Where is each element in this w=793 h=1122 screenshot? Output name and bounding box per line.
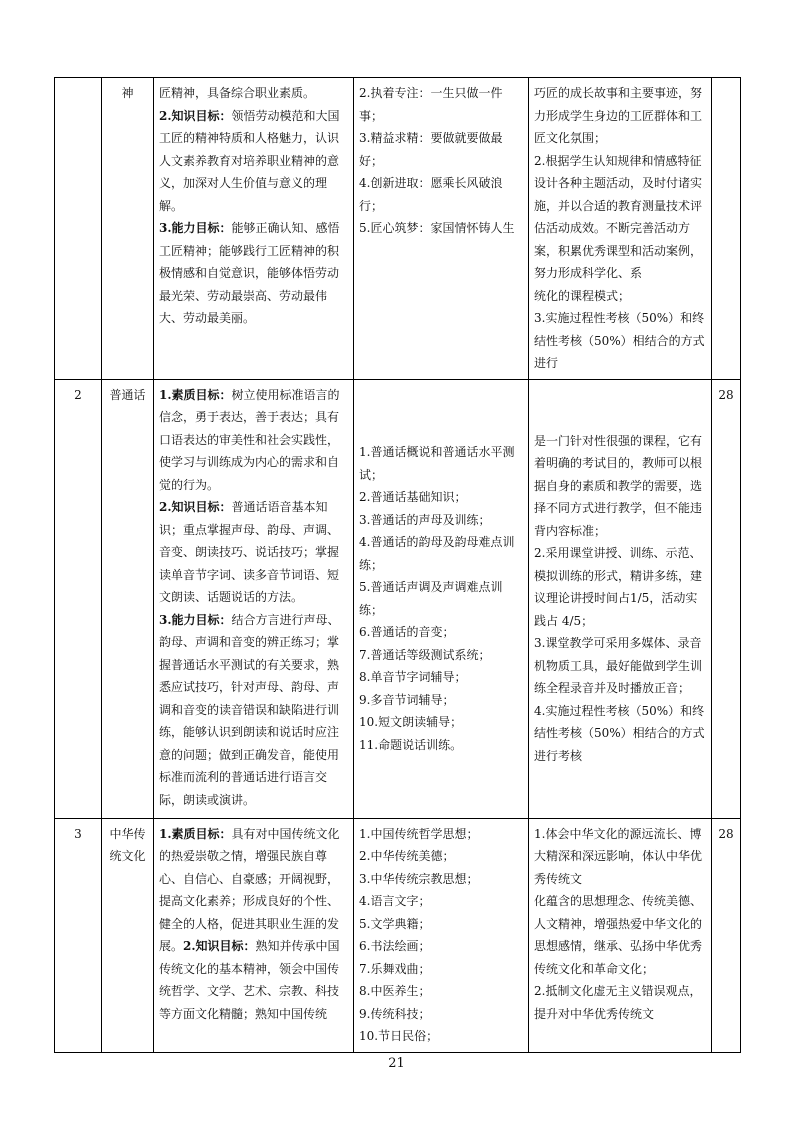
content-item: 4.创新进取：愿乘长风破浪行； (359, 176, 503, 213)
content-item: 4.普通话的韵母及韵母难点训 (359, 535, 515, 549)
content-item: 6.书法绘画； (359, 939, 431, 953)
course-content (354, 818, 529, 1052)
content-item: 1.中国传统哲学思想； (359, 826, 479, 841)
goal-item: 1.素质目标：具有对中国传统文化的热爱崇敬之情，增强民族自尊心、自信心、自豪感；开阔视野，提高文化素养；形成良好的个性、健全的人格，促进其职业生涯的发展。2.知识目标：熟知并传承中国传统文化的基本精神，领会中国传统哲学、文学、艺术、宗教、科技等方面文化精髓；熟知中国传统 (159, 826, 340, 1021)
content-item: 9.传统科技； (359, 1006, 431, 1021)
teaching-method (529, 379, 712, 818)
content-item: 试； (359, 467, 384, 482)
method-item: 3.实施过程性考核（50%）和终结性考核（50%）相结合的方式进行 (534, 311, 705, 370)
content-item: 5.普通话声调及声调难点训练； (359, 580, 503, 617)
method-item: 统化的课程模式； (534, 288, 631, 303)
content-item: 7.普通话等级测试系统； (359, 647, 491, 662)
content-item: 10.短文朗读辅导； (359, 715, 463, 729)
content-item: 5.匠心筑梦：家国情怀铸人生 (359, 221, 515, 235)
method-item: 2.采用课堂讲授、训练、示范、模拟训练的形式，精讲多练，建议理论讲授时间占1/5，活动实践占 4/5； (534, 546, 703, 628)
course-hours: 28 (712, 379, 741, 818)
teaching-method (529, 78, 712, 380)
method-item: 3.课堂教学可采用多媒体、录音机物质工具，最好能做到学生训练全程录音并及时播放正音； (534, 636, 703, 696)
content-item: 8.单音节字词辅导； (359, 670, 467, 684)
goal-item: 3.能力目标：结合方言进行声母、韵母、声调和音变的辨正练习；掌握普通话水平测试的有关要求，熟悉应试技巧，针对声母、韵母、声调和音变的读音错误和缺陷进行训练，能够认识到朗读和说话时应注意的问题；做到正确发音，能使用标准而流利的普通话进行语言交际，朗读或演讲。 (159, 612, 340, 807)
content-item: 2.执着专注：一生只做一件事； (359, 86, 503, 123)
goal-item: 3.能力目标：能够正确认知、感悟工匠精神；能够践行工匠精神的积极情感和自觉意识，能够体悟劳动最光荣、劳动最崇高、劳动最伟大、劳动最美丽。 (159, 221, 340, 325)
row-number (55, 78, 102, 380)
course-name: 神 (102, 78, 154, 380)
method-item: 4.实施过程性考核（50%）和终结性考核（50%）相结合的方式进行考核 (534, 703, 705, 763)
content-item: 6.普通话的音变； (359, 625, 455, 639)
content-item: 2.普通话基础知识； (359, 490, 467, 504)
goal-item: 匠精神，具备综合职业素质。 (159, 86, 316, 100)
method-item: 2.根据学生认知规律和情感特征设计各种主题活动，及时付诸实施，并以合适的教育测量技术评估活动成效。不断完善活动方案，积累优秀课型和活动案例，努力形成科学化、系 (534, 153, 703, 280)
table-row (55, 78, 741, 380)
content-item: 1.普通话概说和普通话水平测 (359, 445, 515, 459)
goal-item: 2.知识目标：普通话语音基本知识；重点掌握声母、韵母、声调、音变、朗读技巧、说话技巧；掌握读单音节字词、读多音节词语、短文朗读、话题说话的方法。 (159, 500, 340, 604)
method-item: 是一门针对性很强的课程，它有着明确的考试目的，教师可以根据自身的素质和教学的需要，选择不同方式进行教学，但不能违背内容标准； (534, 433, 703, 538)
row-number: 3 (55, 818, 102, 1052)
table-row (55, 818, 741, 1052)
method-item: 化蕴含的思想理念、传统美德、人文精神，增强热爱中华文化的思想感情，继承、弘扬中华优秀传统文化和革命文化； (534, 894, 703, 976)
content-item: 5.文学典籍； (359, 916, 431, 931)
course-goals (154, 78, 354, 380)
course-table (54, 77, 741, 1053)
page-number: 21 (388, 1056, 405, 1071)
course-goals (154, 818, 354, 1052)
content-item: 10.节日民俗； (359, 1029, 439, 1043)
content-item: 7.乐舞戏曲； (359, 961, 431, 976)
content-item: 4.语言文字； (359, 894, 431, 908)
course-hours (712, 78, 741, 380)
content-item: 3.普通话的声母及训练； (359, 512, 491, 527)
content-item: 2.中华传统美德； (359, 849, 455, 863)
table-row (55, 379, 741, 818)
teaching-method (529, 818, 712, 1052)
course-content (354, 78, 529, 380)
goal-item: 2.知识目标：领悟劳动模范和大国工匠的精神特质和人格魅力，认识人文素养教育对培养职业精神的意义，加深对人生价值与意义的理解。 (159, 108, 340, 213)
method-item: 2.抵制文化虚无主义错误观点，提升对中华优秀传统文 (534, 984, 702, 1021)
course-hours: 28 (712, 818, 741, 1052)
content-item: 8.中医养生； (359, 984, 431, 998)
content-item: 3.中华传统宗教思想； (359, 871, 479, 886)
course-name: 中华传统文化 (102, 818, 154, 1052)
course-content (354, 379, 529, 818)
method-item: 巧匠的成长故事和主要事迹，努力形成学生身边的工匠群体和工匠文化氛围； (534, 86, 703, 145)
course-goals (154, 379, 354, 818)
goal-item: 1.素质目标：树立使用标准语言的信念，勇于表达，善于表达；具有口语表达的审美性和社会实践性，使学习与训练成为内心的需求和自觉的行为。 (159, 387, 340, 492)
content-item: 3.精益求精：要做就要做最好； (359, 131, 503, 168)
content-item: 练； (359, 557, 384, 572)
method-item: 1.体会中华文化的源远流长、博大精深和深远影响，体认中华优秀传统文 (534, 826, 703, 886)
content-item: 11.命题说话训练。 (359, 737, 463, 752)
content-item: 9.多音节词辅导； (359, 692, 455, 707)
row-number: 2 (55, 379, 102, 818)
course-name: 普通话 (102, 379, 154, 818)
